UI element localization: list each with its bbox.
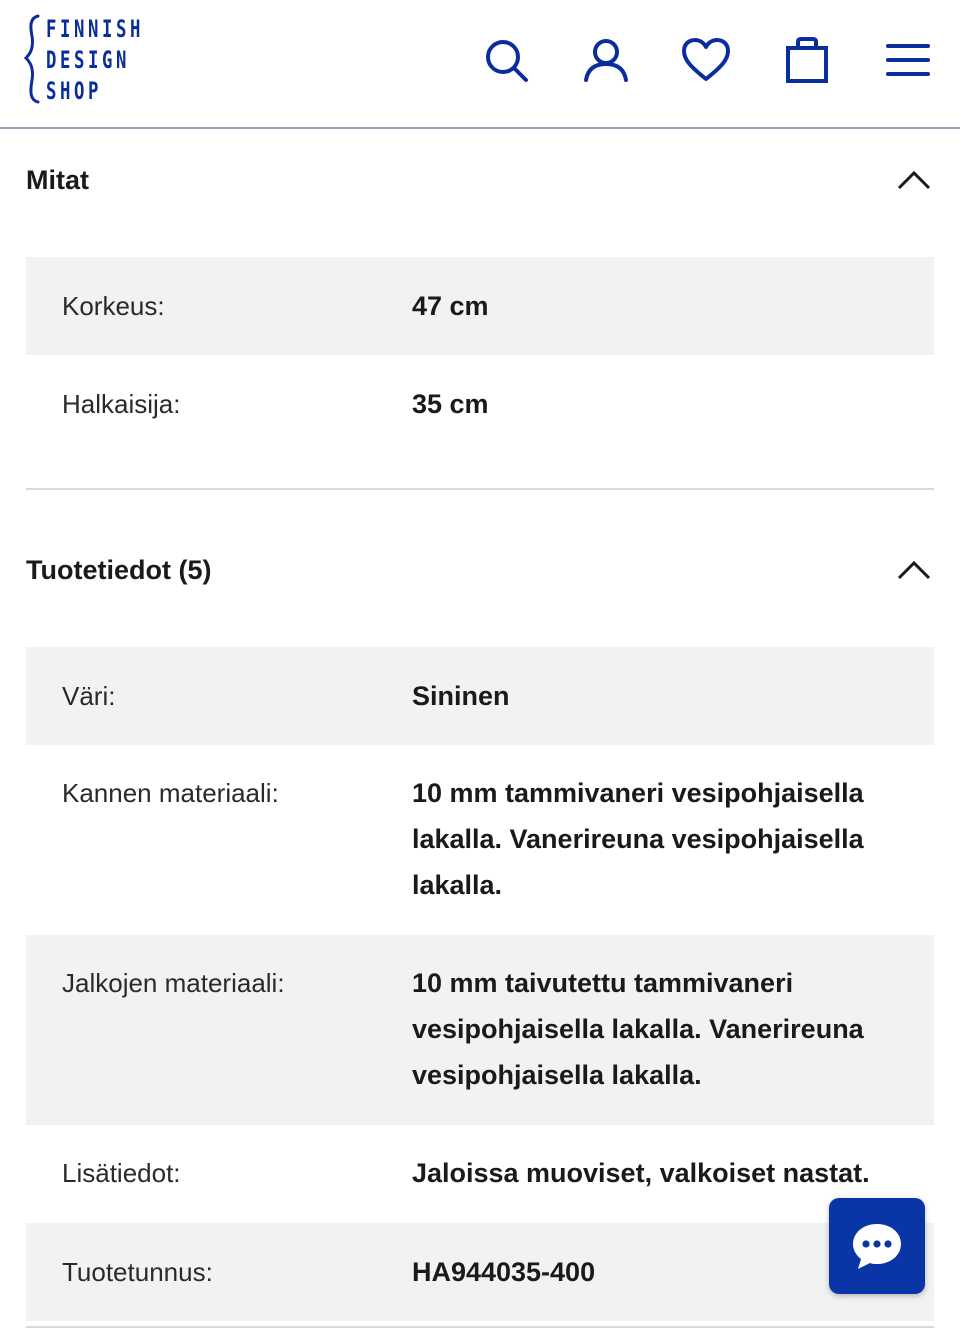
table-row [26, 355, 934, 453]
spec-label: Lisätiedot: [62, 1158, 181, 1188]
spec-value: 10 mm tammivaneri vesipohjaisella lakalla. Vanerireuna vesipohjaisella lakalla. [411, 778, 864, 900]
table-row [26, 1223, 934, 1321]
heart-icon [681, 37, 731, 83]
details-section-title: Tuotetiedot (5) [26, 554, 212, 585]
menu-button[interactable] [882, 34, 934, 86]
table-row [26, 647, 934, 745]
spec-value: HA944035-400 [411, 1257, 596, 1287]
search-button[interactable] [480, 34, 532, 86]
bag-icon [784, 36, 830, 84]
section-divider [26, 1326, 934, 1328]
wishlist-button[interactable] [680, 34, 732, 86]
table-row [26, 257, 934, 355]
logo-line-1: FINNISH [46, 15, 145, 43]
chat-button[interactable] [829, 1198, 925, 1294]
spec-label: Jalkojen materiaali: [62, 968, 285, 998]
dimensions-section-title: Mitat [26, 164, 89, 195]
spec-value: 35 cm [411, 389, 489, 419]
logo-text [46, 14, 144, 107]
table-row [26, 1125, 934, 1223]
logo-brace-icon [24, 14, 42, 104]
menu-icon [886, 42, 930, 78]
finnish-design-shop-logo[interactable] [24, 14, 174, 106]
spec-label: Halkaisija: [62, 389, 181, 419]
user-icon [582, 36, 630, 84]
spec-label: Korkeus: [62, 291, 165, 321]
chevron-up-icon[interactable] [894, 550, 934, 590]
account-button[interactable] [580, 34, 632, 86]
table-row [26, 745, 934, 935]
site-header [0, 0, 960, 129]
chat-bubble-icon [849, 1220, 905, 1272]
spec-label: Kannen materiaali: [62, 778, 279, 808]
search-icon [482, 36, 530, 84]
logo-line-2: DESIGN [46, 46, 131, 74]
dimensions-table [26, 257, 934, 453]
spec-value: Jaloissa muoviset, valkoiset nastat. [411, 1158, 870, 1188]
spec-label: Tuotetunnus: [62, 1257, 213, 1287]
spec-label: Väri: [62, 681, 116, 711]
spec-value: Sininen [411, 681, 510, 711]
details-table [26, 647, 934, 1321]
chevron-up-icon[interactable] [894, 160, 934, 200]
section-divider [26, 488, 934, 490]
table-row [26, 935, 934, 1125]
details-section-header[interactable] [26, 540, 934, 600]
dimensions-section-header[interactable] [26, 150, 934, 210]
cart-button[interactable] [781, 34, 833, 86]
logo-line-3: SHOP [46, 77, 103, 105]
spec-value: 10 mm taivutettu tammivaneri vesipohjaisella lakalla. Vanerireuna vesipohjaisella lakalla. [411, 968, 864, 1090]
spec-value: 47 cm [411, 291, 489, 321]
